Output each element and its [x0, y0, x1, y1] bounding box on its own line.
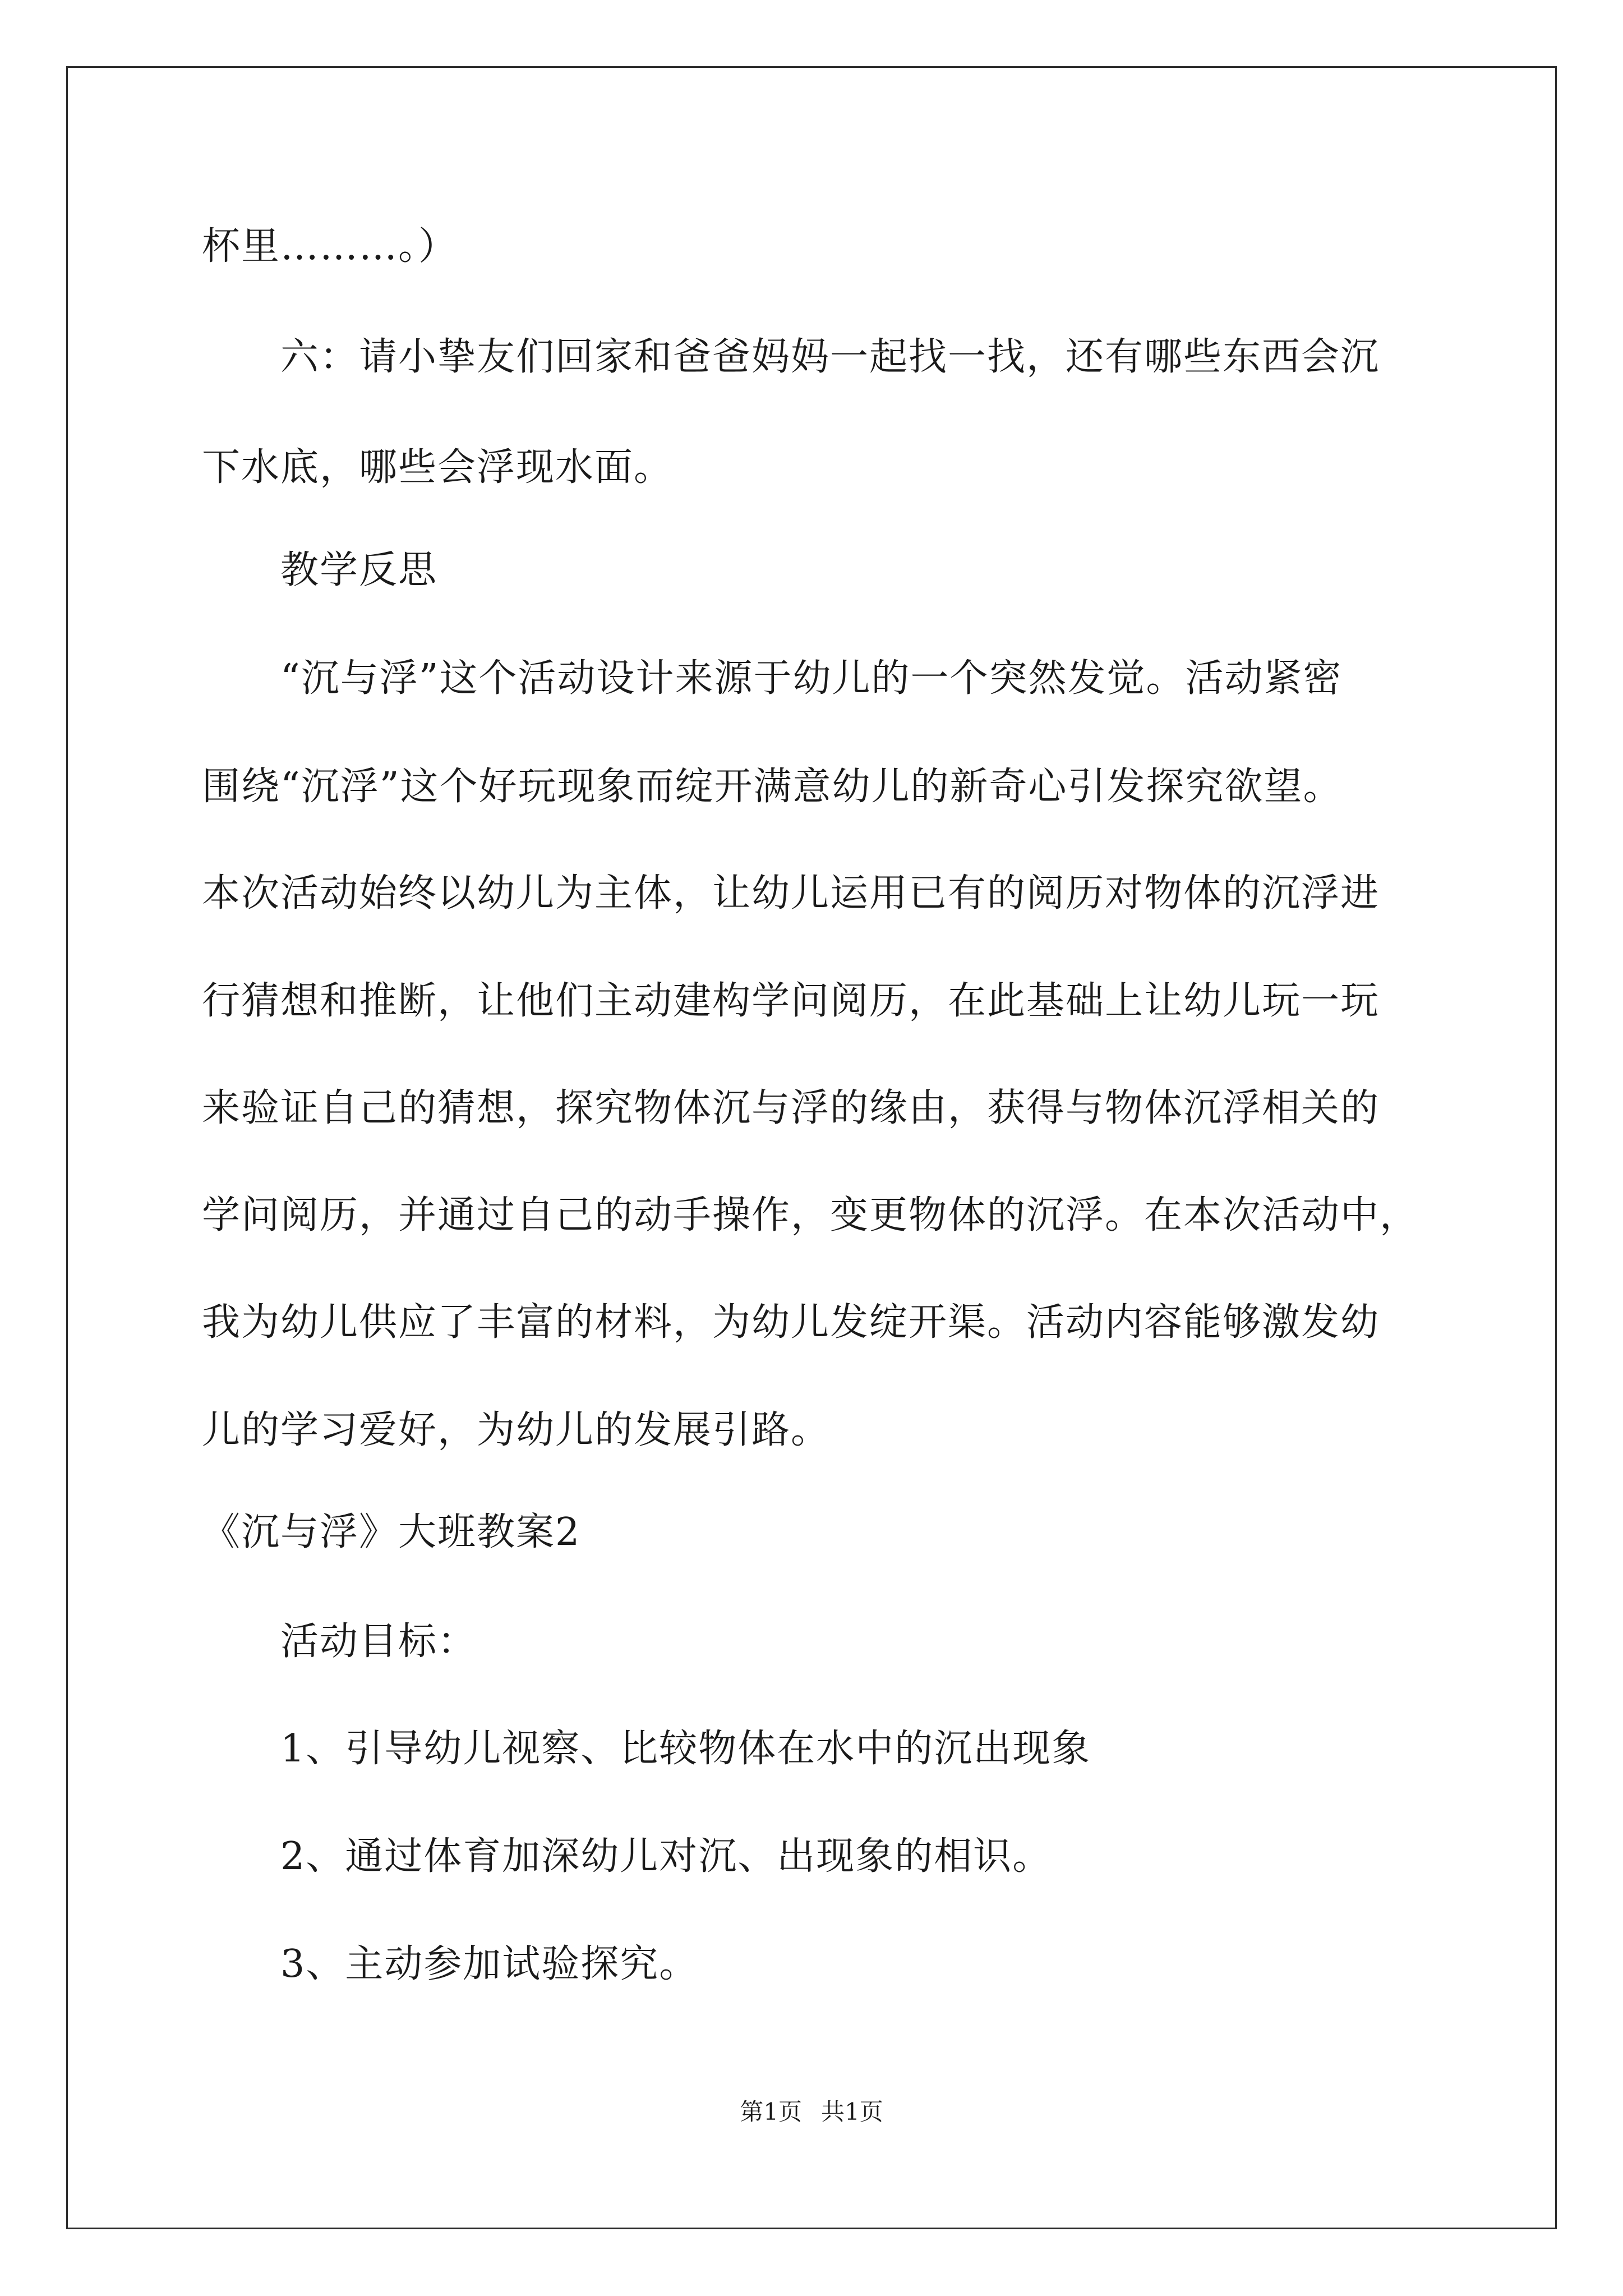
- page-number: 第1页: [740, 2098, 802, 2125]
- page-footer: [0, 2098, 1623, 2126]
- text-line-3: 下水底，哪些会浮现水面。: [202, 445, 674, 490]
- text-line-15: 1、引导幼儿视察、比较物体在水中的沉出现象: [202, 1727, 1091, 1771]
- section-title-lesson-2: 《沉与浮》大班教案2: [202, 1510, 581, 1554]
- text-line-14: 活动目标：: [202, 1619, 477, 1664]
- text-line-2: 六：请小挚友们回家和爸爸妈妈一起找一找，还有哪些东西会沉: [202, 335, 1380, 379]
- text-line-6: 围绕“沉浮”这个好玩现象而绽开满意幼儿的新奇心引发探究欲望。: [202, 765, 1343, 809]
- text-line-5: “沉与浮”这个活动设计来源于幼儿的一个突然发觉。活动紧密: [202, 656, 1343, 701]
- text-line-17: 3、主动参加试验探究。: [202, 1942, 699, 1986]
- text-line-9: 来验证自己的猜想，探究物体沉与浮的缘由，获得与物体沉浮相关的: [202, 1086, 1380, 1130]
- text-line-11: 我为幼儿供应了丰富的材料，为幼儿发绽开渠。活动内容能够激发幼: [202, 1300, 1380, 1345]
- text-line-10: 学问阅历，并通过自己的动手操作，变更物体的沉浮。在本次活动中，: [202, 1193, 1419, 1237]
- text-line-12: 儿的学习爱好，为幼儿的发展引路。: [202, 1408, 831, 1452]
- text-line-7: 本次活动始终以幼儿为主体，让幼儿运用已有的阅历对物体的沉浮进: [202, 871, 1380, 915]
- text-line-1: 杯里………。）: [202, 224, 458, 269]
- page-total: 共1页: [821, 2098, 883, 2125]
- section-heading-reflection: 教学反思: [202, 548, 438, 592]
- text-line-16: 2、通过体育加深幼儿对沉、出现象的相识。: [202, 1834, 1052, 1879]
- page-border: [66, 66, 1557, 2229]
- text-line-8: 行猜想和推断，让他们主动建构学问阅历，在此基础上让幼儿玩一玩: [202, 979, 1380, 1023]
